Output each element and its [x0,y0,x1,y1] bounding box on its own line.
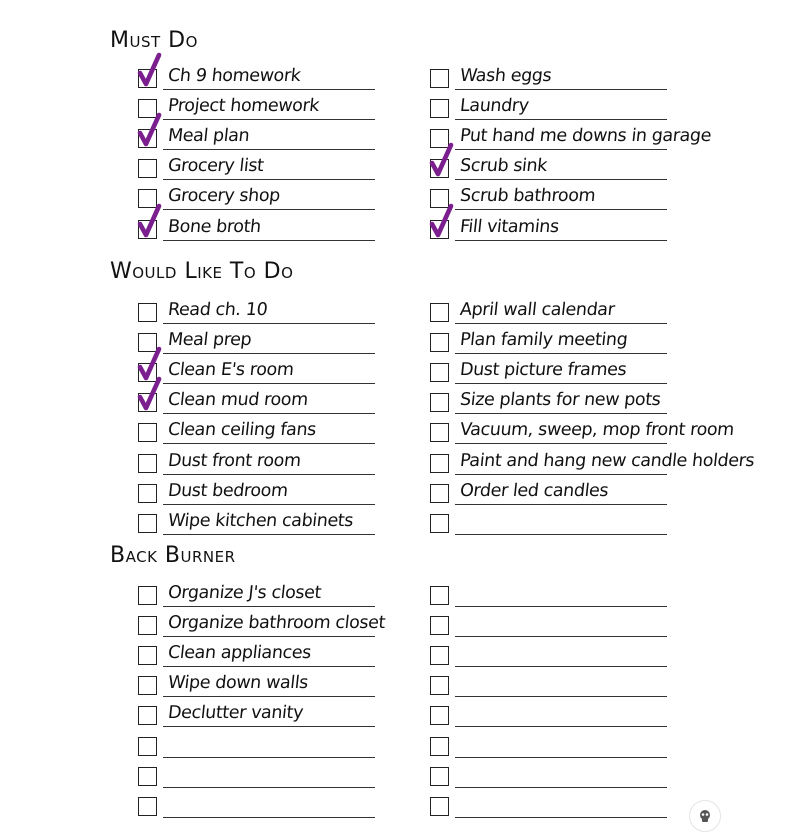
checkbox[interactable] [138,586,157,605]
item-label: Clean ceiling fans [167,420,317,441]
write-line [163,636,375,637]
checkmark-icon [136,377,164,411]
write-line [455,209,667,210]
item-label: Dust front room [167,450,302,471]
write-line [163,149,375,150]
item-label: Wash eggs [459,66,553,86]
checkbox[interactable] [138,514,157,533]
write-line [455,474,667,475]
write-line [163,787,375,788]
write-line [455,240,667,241]
checkbox[interactable] [138,737,157,756]
write-line [163,443,375,444]
checkmark-icon [428,204,456,238]
checkbox[interactable] [138,646,157,665]
checkmark-icon [136,53,164,87]
checkbox[interactable] [138,676,157,695]
write-line [163,474,375,475]
item-label: Wipe kitchen cabinets [167,510,355,531]
checkmark-icon [136,347,164,381]
checkbox[interactable] [430,586,449,605]
checkbox[interactable] [430,767,449,786]
section-heading: Must Do [110,28,198,53]
write-line [455,353,667,354]
item-label: Wipe down walls [167,673,309,694]
checkbox[interactable] [430,69,449,88]
item-label: Fill vitamins [459,216,560,237]
item-label: Laundry [459,96,530,117]
item-label: Clean appliances [167,643,312,664]
item-label: Scrub sink [459,156,549,177]
skull-seal-icon [689,800,721,832]
write-line [455,636,667,637]
section-heading: Back Burner [110,543,236,568]
write-line [163,179,375,180]
item-label: Meal prep [167,330,253,351]
checkbox[interactable] [138,616,157,635]
write-line [455,696,667,697]
checkbox[interactable] [430,514,449,533]
item-label: Organize J's closet [167,583,323,603]
write-line [455,383,667,384]
write-line [455,757,667,758]
item-label: Paint and hang new candle holders [459,450,756,471]
item-label: April wall calendar [459,300,616,320]
item-label: Put hand me downs in garage [459,126,713,147]
item-label: Grocery shop [167,186,281,207]
checkbox[interactable] [430,99,449,118]
item-label: Vacuum, sweep, mop front room [459,420,735,441]
item-label: Read ch. 10 [167,300,269,320]
write-line [163,413,375,414]
checkmark-icon [136,113,164,147]
item-label: Clean E's room [167,360,295,381]
write-line [455,179,667,180]
checkbox[interactable] [430,393,449,412]
item-label: Scrub bathroom [459,186,597,207]
checkbox[interactable] [430,646,449,665]
checkbox[interactable] [138,423,157,442]
checkbox[interactable] [138,454,157,473]
write-line [455,323,667,324]
item-label: Size plants for new pots [459,390,662,411]
checkbox[interactable] [430,797,449,816]
item-label: Organize bathroom closet [167,613,387,634]
item-label: Plan family meeting [459,330,629,351]
write-line [455,666,667,667]
item-label: Clean mud room [167,390,309,411]
checkbox[interactable] [138,767,157,786]
checkbox[interactable] [430,423,449,442]
write-line [455,149,667,150]
write-line [163,504,375,505]
checkbox[interactable] [138,484,157,503]
write-line [455,504,667,505]
item-label: Grocery list [167,156,265,177]
write-line [163,323,375,324]
write-line [455,89,667,90]
write-line [455,606,667,607]
write-line [455,443,667,444]
checkbox[interactable] [430,676,449,695]
checkbox[interactable] [430,616,449,635]
write-line [163,353,375,354]
write-line [163,534,375,535]
write-line [163,89,375,90]
checkmark-icon [136,204,164,238]
write-line [163,240,375,241]
checkbox[interactable] [430,484,449,503]
checkbox[interactable] [138,159,157,178]
checkbox[interactable] [138,797,157,816]
item-label: Project homework [167,96,321,117]
item-label: Meal plan [167,126,251,147]
write-line [163,817,375,818]
checkbox[interactable] [430,363,449,382]
checkbox[interactable] [430,737,449,756]
write-line [455,534,667,535]
write-line [455,119,667,120]
write-line [455,817,667,818]
write-line [163,209,375,210]
write-line [455,787,667,788]
item-label: Dust picture frames [459,360,628,381]
checkbox[interactable] [430,333,449,352]
write-line [163,696,375,697]
write-line [163,757,375,758]
checkbox[interactable] [430,303,449,322]
item-label: Dust bedroom [167,480,289,501]
write-line [455,413,667,414]
write-line [163,606,375,607]
checkmark-icon [428,143,456,177]
item-label: Bone broth [167,216,262,237]
item-label: Order led candles [459,480,610,501]
checkbox[interactable] [138,303,157,322]
item-label: Ch 9 homework [167,66,302,86]
write-line [163,726,375,727]
checkbox[interactable] [430,706,449,725]
checkbox[interactable] [138,706,157,725]
write-line [455,726,667,727]
write-line [163,119,375,120]
write-line [163,666,375,667]
section-heading: Would Like To Do [110,259,294,284]
checkbox[interactable] [430,454,449,473]
item-label: Declutter vanity [167,703,305,724]
write-line [163,383,375,384]
